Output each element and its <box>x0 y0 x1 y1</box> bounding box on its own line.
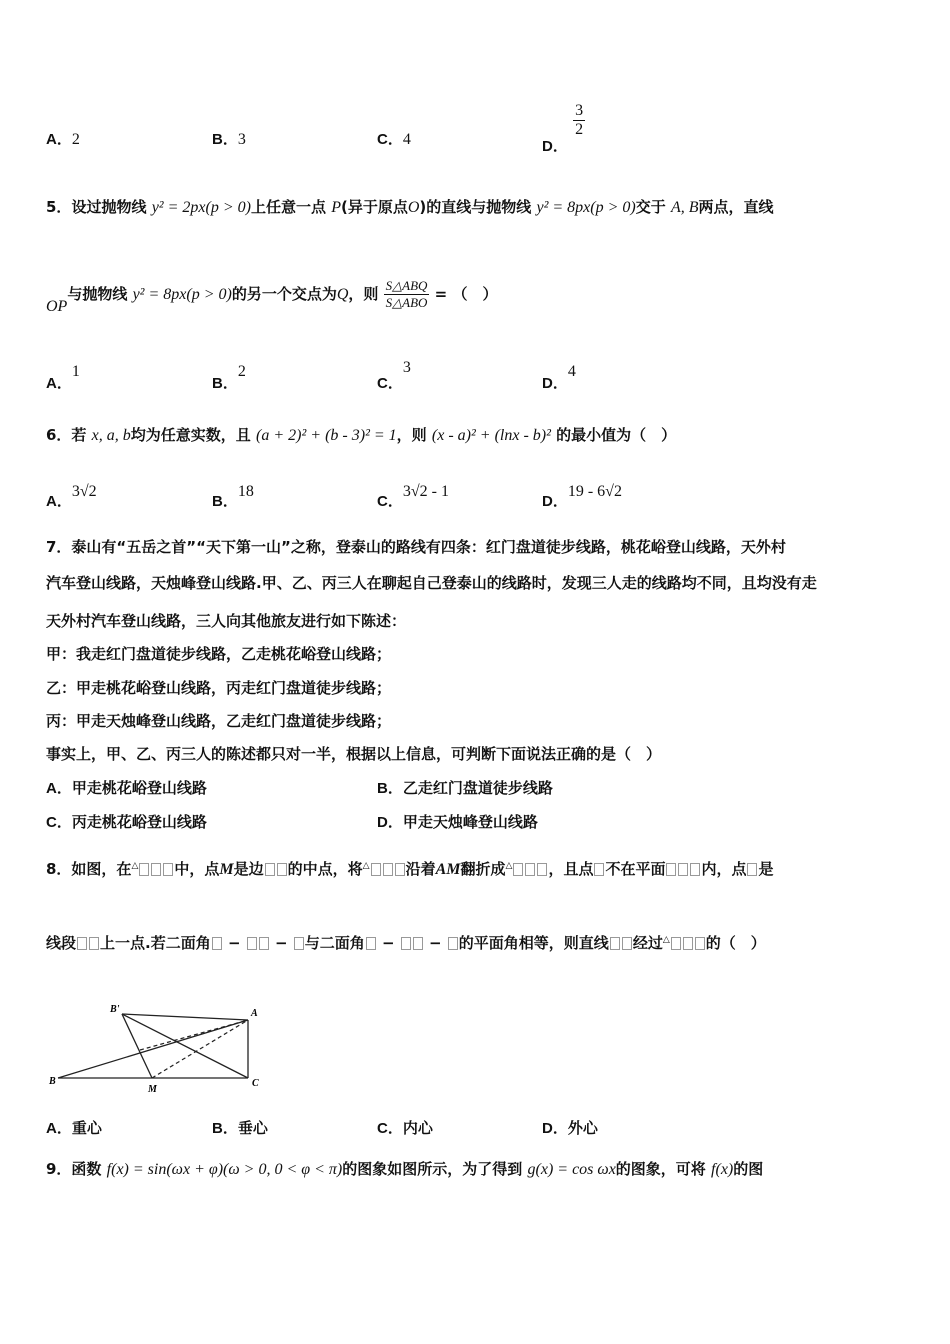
option-label: D． <box>542 375 568 392</box>
option-label: B． <box>212 131 238 148</box>
q6-option-c <box>377 480 449 510</box>
equation: g(x) = cos ωx <box>527 1161 616 1178</box>
option-label: B． <box>377 780 403 797</box>
q5-option-c <box>377 356 411 392</box>
q5-option-b <box>212 360 246 392</box>
q5-option-d <box>542 360 576 392</box>
option-label: B． <box>212 1120 238 1137</box>
missing-glyph-box <box>666 863 676 876</box>
question-number: 9．函数 <box>46 1160 102 1178</box>
equation: y² = 8px(p > 0) <box>536 199 636 216</box>
fraction-numerator: S△ABQ <box>385 278 428 293</box>
text: 与二面角 <box>304 934 365 952</box>
text: 的中点，将 <box>287 860 363 878</box>
missing-glyph-box <box>294 937 304 950</box>
option-label: A． <box>46 375 72 392</box>
math-var: OP <box>46 298 68 315</box>
equation: f(x) = sin(ωx + φ)(ω > 0, 0 < φ < π) <box>106 1161 343 1178</box>
q4-option-c <box>377 128 411 149</box>
area-ratio-fraction <box>384 278 430 311</box>
missing-glyph-box <box>395 863 405 876</box>
text: 中，点 <box>174 860 220 878</box>
q7-line3: 天外村汽车登山线路，三人向其他旅友进行如下陈述： <box>46 612 407 630</box>
text: 的图 <box>733 1160 764 1178</box>
text: 的（ ） <box>705 934 766 952</box>
edge-m-a-dashed <box>152 1020 248 1078</box>
equation: f(x) <box>711 1161 734 1178</box>
question-number: 5． <box>46 198 72 216</box>
option-label: D． <box>377 814 403 831</box>
missing-glyph-box <box>277 863 287 876</box>
triangle-symbol: △ <box>362 861 370 871</box>
q8-option-c <box>377 1117 433 1138</box>
option-value: 3√2 <box>71 483 97 500</box>
missing-glyph-box <box>622 937 632 950</box>
text: 的另一个交点为 <box>231 285 337 303</box>
missing-glyph-box <box>671 937 681 950</box>
label-b-prime: B' <box>110 1004 120 1015</box>
math-var: AM <box>435 861 461 878</box>
triangle-symbol: △ <box>662 935 670 945</box>
option-label: D． <box>542 138 568 155</box>
text: ，则 <box>348 285 379 303</box>
q7-option-a <box>46 777 207 798</box>
missing-glyph-box <box>383 863 393 876</box>
math-var: x, a, b <box>91 427 131 444</box>
missing-glyph-box <box>259 937 269 950</box>
option-value: 甲走桃花峪登山线路 <box>71 779 207 797</box>
option-label: A． <box>46 780 72 797</box>
option-label: D． <box>542 493 568 510</box>
q7-line2: 汽车登山线路，天烛峰登山线路.甲、乙、丙三人在聊起自己登泰山的线路时，发现三人走的线路均不同，且均没有走 <box>46 574 817 592</box>
equation: (a + 2)² + (b - 3)² = 1 <box>256 427 397 444</box>
equation: y² = 2px(p > 0) <box>151 199 251 216</box>
equation: y² = 8px(p > 0) <box>132 286 232 303</box>
text: 的最小值为（ ） <box>556 426 677 444</box>
question-number: 6．若 <box>46 426 87 444</box>
q7-option-d <box>377 811 538 832</box>
option-value: 1 <box>71 363 80 380</box>
q8-option-a <box>46 1117 102 1138</box>
missing-glyph-box <box>695 937 705 950</box>
missing-glyph-box <box>537 863 547 876</box>
text: 沿着 <box>405 860 436 878</box>
text: 两点，直线 <box>698 198 774 216</box>
missing-glyph-box <box>89 937 99 950</box>
fraction-denominator: 2 <box>575 121 584 138</box>
option-value: 4 <box>402 131 411 148</box>
missing-glyph-box <box>401 937 411 950</box>
edge-b-a <box>58 1020 248 1078</box>
text: 翻折成 <box>460 860 506 878</box>
missing-glyph-box <box>371 863 381 876</box>
text: = （ ） <box>434 285 498 303</box>
edge-bprime-a <box>122 1014 248 1020</box>
option-value: 3 <box>237 131 246 148</box>
triangle-symbol: △ <box>505 861 513 871</box>
q7-statement-bing: 丙：甲走天烛峰登山线路，乙走红门盘道徒步线路； <box>46 712 392 730</box>
missing-glyph-box <box>212 937 222 950</box>
q6-option-d <box>542 480 622 510</box>
q8-line1 <box>46 858 774 879</box>
text: 上一点.若二面角 <box>100 934 211 952</box>
q7-option-c <box>46 811 207 832</box>
missing-glyph-box <box>683 937 693 950</box>
text: 是 <box>758 860 774 878</box>
option-value: 3 <box>402 359 411 376</box>
edge-n-a-dashed <box>140 1020 248 1050</box>
option-value: 丙走桃花峪登山线路 <box>71 813 207 831</box>
missing-glyph-box <box>448 937 458 950</box>
option-label: C． <box>46 814 72 831</box>
math-var: Q <box>336 286 349 303</box>
missing-glyph-box <box>594 863 604 876</box>
text: 的图象，可将 <box>615 1160 706 1178</box>
edge-bprime-c <box>122 1014 248 1078</box>
option-value: 重心 <box>71 1119 102 1137</box>
q8-line2: 线段 上一点.若二面角 − − 与二面角 − − 的平面角相等，则直线 经过△ 的（ ） <box>46 934 766 952</box>
missing-glyph-box <box>366 937 376 950</box>
math-var: P <box>331 199 341 216</box>
option-value: 18 <box>237 483 254 500</box>
missing-glyph-box <box>247 937 257 950</box>
q5-line1 <box>46 196 774 217</box>
missing-glyph-box <box>77 937 87 950</box>
missing-glyph-box <box>610 937 620 950</box>
text: 交于 <box>635 198 666 216</box>
q4-option-b <box>212 128 246 149</box>
option-label: D． <box>542 1120 568 1137</box>
option-label: B． <box>212 375 238 392</box>
option-label: A． <box>46 1120 72 1137</box>
text: 与抛物线 <box>67 285 128 303</box>
q6-option-b <box>212 480 254 510</box>
missing-glyph-box <box>139 863 149 876</box>
q7-question: 事实上，甲、乙、丙三人的陈述都只对一半，根据以上信息，可判断下面说法正确的是（ ） <box>46 745 662 763</box>
text: ，则 <box>396 426 427 444</box>
option-fraction <box>573 102 585 139</box>
q7-option-b <box>377 777 553 798</box>
text: 设过抛物线 <box>71 198 147 216</box>
q4-option-a <box>46 128 80 149</box>
label-a: A <box>251 1008 258 1019</box>
missing-glyph-box <box>678 863 688 876</box>
text: 的平面角相等，则直线 <box>458 934 609 952</box>
label-b: B <box>49 1076 56 1087</box>
text: 上任意一点 <box>250 198 326 216</box>
text: )的直线与抛物线 <box>419 198 532 216</box>
option-label: B． <box>212 493 238 510</box>
q7-statement-jia: 甲：我走红门盘道徒步线路，乙走桃花峪登山线路； <box>46 645 392 663</box>
option-label: C． <box>377 131 403 148</box>
option-label: A． <box>46 131 72 148</box>
text: 线段 <box>46 934 77 952</box>
text: 是边 <box>233 860 264 878</box>
text: (异于原点 <box>340 198 408 216</box>
option-value: 内心 <box>402 1119 433 1137</box>
fraction-denominator: S△ABO <box>385 295 428 310</box>
q6-option-a <box>46 480 97 510</box>
missing-glyph-box <box>163 863 173 876</box>
label-c: C <box>252 1078 259 1089</box>
option-value: 甲走天烛峰登山线路 <box>402 813 538 831</box>
option-value: 2 <box>237 363 246 380</box>
math-var: O <box>407 199 420 216</box>
missing-glyph-box <box>265 863 275 876</box>
option-value: 外心 <box>567 1119 598 1137</box>
missing-glyph-box <box>151 863 161 876</box>
option-label: C． <box>377 1120 403 1137</box>
text: 8．如图，在 <box>46 860 132 878</box>
option-value: 乙走红门盘道徒步线路 <box>402 779 553 797</box>
option-value: 3√2 - 1 <box>402 483 449 500</box>
text: 均为任意实数，且 <box>130 426 251 444</box>
option-value: 垂心 <box>237 1119 268 1137</box>
q7-line1: 7．泰山有“五岳之首”“天下第一山”之称，登泰山的路线有四条：红门盘道徒步线路，桃花峪登山线路，天外村 <box>46 538 786 556</box>
missing-glyph-box <box>513 863 523 876</box>
missing-glyph-box <box>747 863 757 876</box>
option-label: A． <box>46 493 72 510</box>
option-value: 2 <box>71 131 80 148</box>
text: 经过 <box>632 934 663 952</box>
label-m: M <box>148 1084 157 1095</box>
q4-option-d <box>542 102 585 155</box>
triangle-symbol: △ <box>131 861 139 871</box>
math-var: A, B <box>670 199 699 216</box>
option-label: C． <box>377 375 403 392</box>
text: 的图象如图所示，为了得到 <box>342 1160 523 1178</box>
q8-geometry-figure <box>48 1000 268 1100</box>
q6-stem <box>46 424 676 445</box>
q8-option-d <box>542 1117 598 1138</box>
option-value: 4 <box>567 363 576 380</box>
text: 内，点 <box>701 860 747 878</box>
q5-option-a <box>46 360 80 392</box>
q9-stem <box>46 1158 763 1179</box>
edge-bprime-m <box>122 1014 152 1078</box>
text: 不在平面 <box>605 860 666 878</box>
missing-glyph-box <box>525 863 535 876</box>
fraction-numerator: 3 <box>575 102 584 119</box>
option-label: C． <box>377 493 403 510</box>
missing-glyph-box <box>690 863 700 876</box>
text: ，且点 <box>548 860 594 878</box>
q7-statement-yi: 乙：甲走桃花峪登山线路，丙走红门盘道徒步线路； <box>46 679 392 697</box>
equation: (x - a)² + (lnx - b)² <box>431 427 551 444</box>
math-var: M <box>219 861 234 878</box>
q8-option-b <box>212 1117 268 1138</box>
q5-line2 <box>46 278 498 315</box>
missing-glyph-box <box>413 937 423 950</box>
option-value: 19 - 6√2 <box>567 483 622 500</box>
